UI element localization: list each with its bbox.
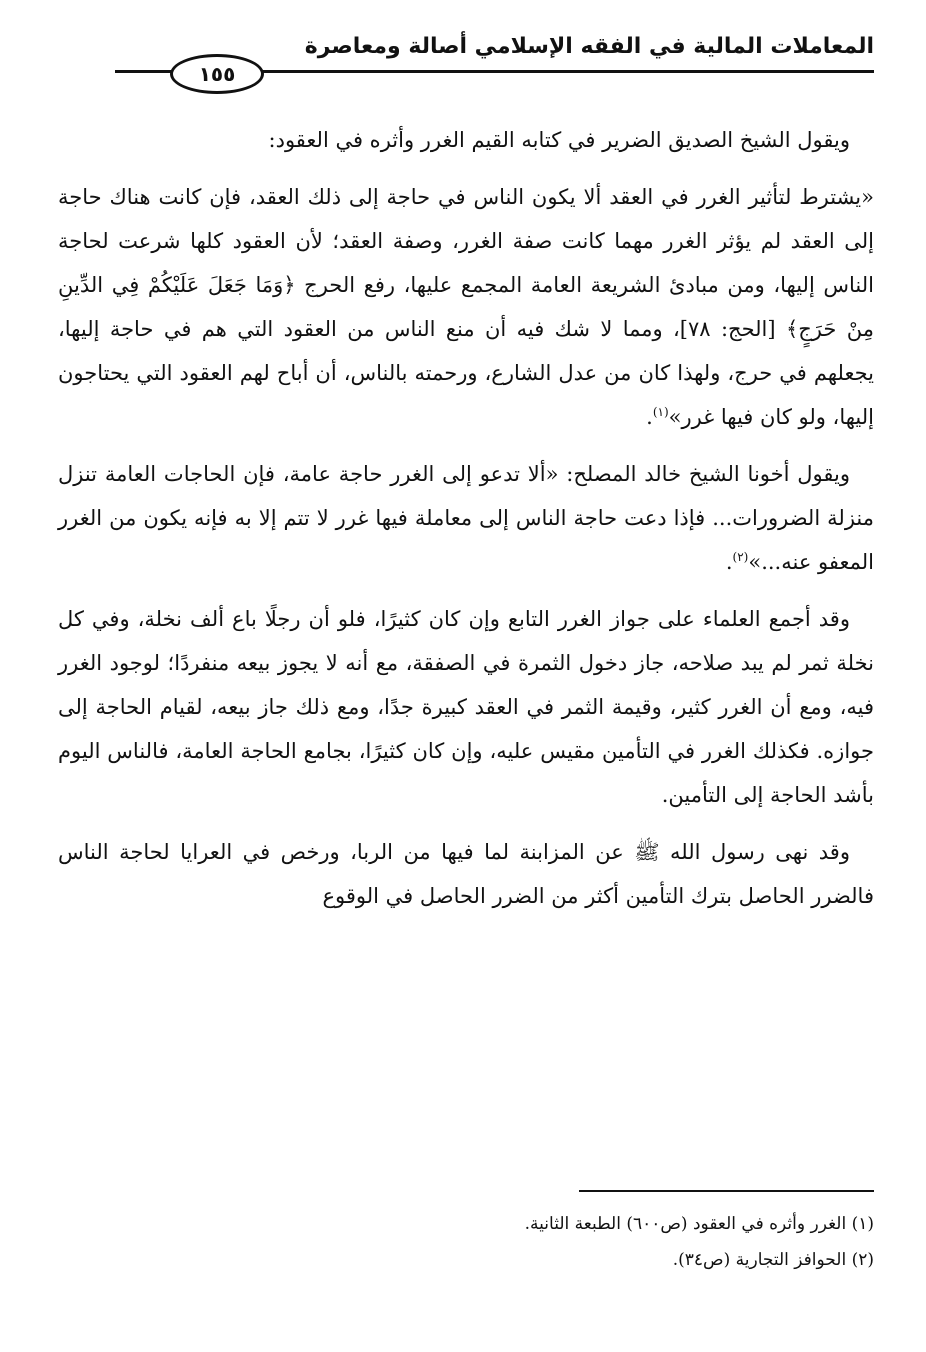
paragraph-quote-muslih: ويقول أخونا الشيخ خالد المصلح: «ألا تدعو إلى الغرر حاجة عامة، فإن الحاجات العامة تنزل منزلة الضرورات... فإذا دعت حاجة الناس إلى معاملة فيها غرر لا تتم إلا به فإنه يكون من الغرر المعفو عنه...»$^{(٢)}$. <box>58 462 874 574</box>
quote-muslih-text: ويقول أخونا الشيخ خالد المصلح: «ألا تدعو إلى الغرر حاجة عامة، فإن الحاجات العامة تنزل منزلة الضرورات... فإذا دعت حاجة الناس إلى معاملة فيها غرر لا تتم إلا به فإنه يكون من الغرر المعفو عنه...» <box>58 462 874 574</box>
page-number: ١٥٥ <box>170 54 264 94</box>
footnotes <box>58 1206 874 1278</box>
body-text <box>58 118 874 931</box>
footnote-rule <box>579 1190 874 1192</box>
paragraph-ijma: وقد أجمع العلماء على جواز الغرر التابع وإن كان كثيرًا، فلو أن رجلًا باع ألف نخلة، وفي كل نخلة ثمر لم يبد صلاحه، جاز دخول الثمرة في الصفقة، مع أنه لا يجوز بيعه منفردًا؛ لوجود الغرر فيه، ومع أن الغرر كثير، وقيمة الثمر في العقد كبيرة جدًا، ومع ذلك جاز بيعه، لقيام الحاجة إلى جوازه. فكذلك الغرر في التأمين مقيس عليه، وإن كان كثيرًا، بجامع الحاجة العامة، فالناس اليوم بأشد الحاجة إلى التأمين. <box>58 607 874 807</box>
running-title: المعاملات المالية في الفقه الإسلامي أصالة ومعاصرة <box>304 34 874 59</box>
quote-darir-text: «يشترط لتأثير الغرر في العقد ألا يكون الناس في حاجة إلى ذلك العقد، فإن كانت هناك حاجة إلى العقد لم يؤثر الغرر مهما كانت صفة الغرر، وصفة العقد؛ لأن العقود كلها شرعت لحاجة الناس إليها، ومن مبادئ الشريعة العامة المجمع عليها، رفع الحرج ﴿وَمَا جَعَلَ عَلَيْكُمْ فِي الدِّينِ مِنْ حَرَجٍ﴾ [الحج: ٧٨]، ومما لا شك فيه أن منع الناس من العقود التي هم في حاجة إليها، يجعلهم في حرج، ولهذا كان من عدل الشارع، ورحمته بالناس، أن أباح لهم العقود التي يحتاجون إليها، ولو كان فيها غرر» <box>58 185 875 429</box>
paragraph-muzabana: وقد نهى رسول الله ﷺ عن المزابنة لما فيها من الربا، ورخص في العرايا لحاجة الناس فالضرر الحاصل بترك التأمين أكثر من الضرر الحاصل في الوقوع <box>58 840 874 908</box>
footnote-ref-1: (١) <box>652 405 669 419</box>
paragraph-quote-darir: «يشترط لتأثير الغرر في العقد ألا يكون الناس في حاجة إلى ذلك العقد، فإن كانت هناك حاجة إلى العقد لم يؤثر الغرر مهما كانت صفة الغرر، وصفة العقد؛ لأن العقود كلها شرعت لحاجة الناس إليها، ومن مبادئ الشريعة العامة المجمع عليها، رفع الحرج ﴿وَمَا جَعَلَ عَلَيْكُمْ فِي الدِّينِ مِنْ حَرَجٍ﴾ [الحج: ٧٨]، ومما لا شك فيه أن منع الناس من العقود التي هم في حاجة إليها، يجعلهم في حرج، ولهذا كان من عدل الشارع، ورحمته بالناس، أن أباح لهم العقود التي يحتاجون إليها، ولو كان فيها غرر»$^{(١)}$. <box>58 185 875 429</box>
footnote-ref-2: (٢) <box>732 550 749 564</box>
paragraph-intro: ويقول الشيخ الصديق الضرير في كتابه القيم الغرر وأثره في العقود: <box>268 128 850 152</box>
footnote-2: (٢) الحوافز التجارية (ص٣٤). <box>672 1250 874 1270</box>
footnote-1: (١) الغرر وأثره في العقود (ص٦٠٠) الطبعة الثانية. <box>524 1214 874 1234</box>
